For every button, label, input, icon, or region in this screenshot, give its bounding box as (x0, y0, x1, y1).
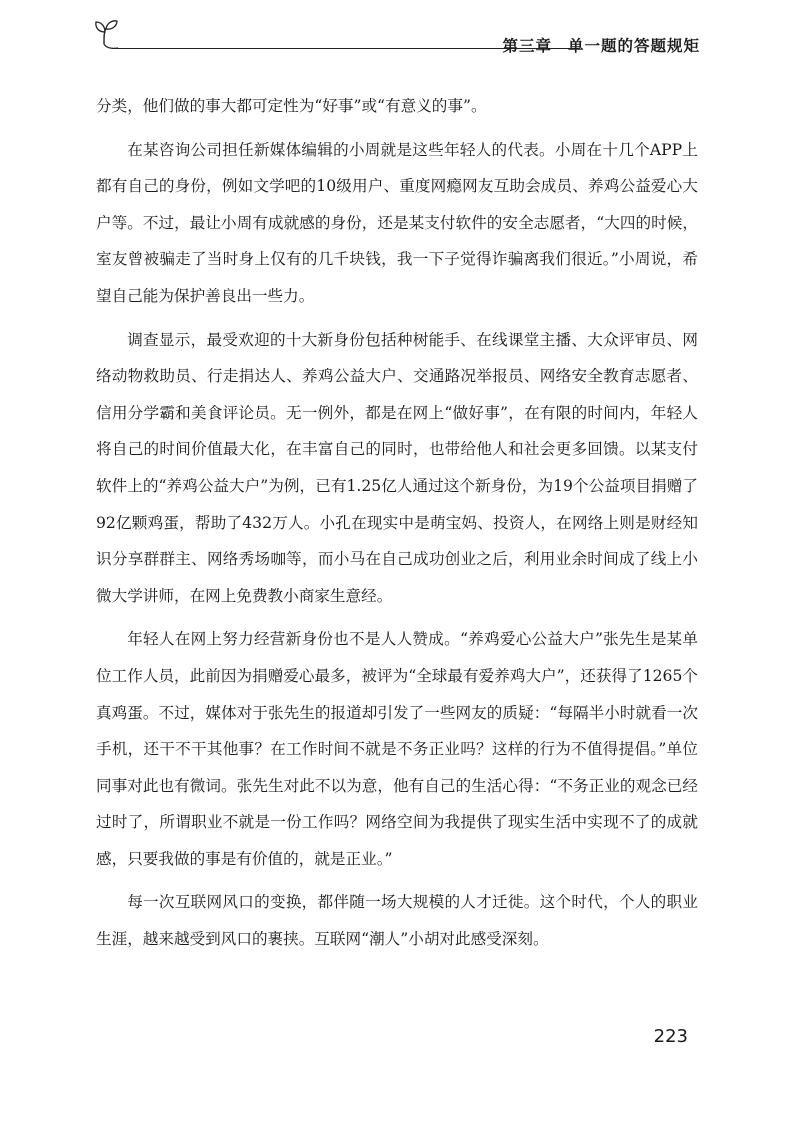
paragraph: 每一次互联网风口的变换，都伴随一场大规模的人才迁徙。这个时代，个人的职业生涯，越来越受到风口的裹挟。互联网“潮人”小胡对此感受深刻。 (96, 893, 698, 949)
paragraph: 在某咨询公司担任新媒体编辑的小周就是这些年轻人的代表。小周在十几个APP上都有自己的身份，例如文学吧的10级用户、重度网瘾网友互助会成员、养鸡公益爱心大户等。不过，最让小周有成就感的身份，还是某支付软件的安全志愿者，“大四的时候，室友曾被骗走了当时身上仅有的几千块钱，我一下子觉得诈骗离我们很近。”小周说，希望自己能为保护善良出一些力。 (96, 140, 698, 305)
sprout-icon (90, 18, 126, 50)
chapter-title: 单一题的答题规矩 (567, 37, 700, 55)
paragraph-continued: 分类，他们做的事大都可定性为“好事”或“有意义的事”。 (96, 97, 487, 115)
running-header (90, 18, 700, 58)
chapter-number: 第三章 (502, 37, 552, 55)
paragraph: 调查显示，最受欢迎的十大新身份包括种树能手、在线课堂主播、大众评审员、网络动物救助员、行走捐达人、养鸡公益大户、交通路况举报员、网络安全教育志愿者、信用分学霸和美食评论员。无一例外，都是在网上“做好事”，在有限的时间内，年轻人将自己的时间价值最大化，在丰富自己的同时，也带给他人和社会更多回馈。以某支付软件上的“养鸡公益大户”为例，已有1.25亿人通过这个新身份，为19个公益项目捐赠了92亿颗鸡蛋，帮助了432万人。小孔在现实中是萌宝妈、投资人，在网络上则是财经知识分享群群主、网络秀场咖等，而小马在自己成功创业之后，利用业余时间成了线上小微大学讲师，在网上免费教小商家生意经。 (96, 330, 698, 605)
chapter-heading (502, 34, 700, 56)
page-number: 223 (653, 1026, 688, 1047)
body-text (96, 88, 698, 958)
paragraph: 年轻人在网上努力经营新身份也不是人人赞成。“养鸡爱心公益大户”张先生是某单位工作人员，此前因为捐赠爱心最多，被评为“全球最有爱养鸡大户”，还获得了1265个真鸡蛋。不过，媒体对于张先生的报道却引发了一些网友的质疑：“每隔半小时就看一次手机，还干不干其他事？在工作时间不就是不务正业吗？这样的行为不值得提倡。”单位同事对此也有微词。张先生对此不以为意，他有自己的生活心得：“不务正业的观念已经过时了，所谓职业不就是一份工作吗？网络空间为我提供了现实生活中实现不了的成就感，只要我做的事是有价值的，就是正业。” (96, 630, 698, 868)
